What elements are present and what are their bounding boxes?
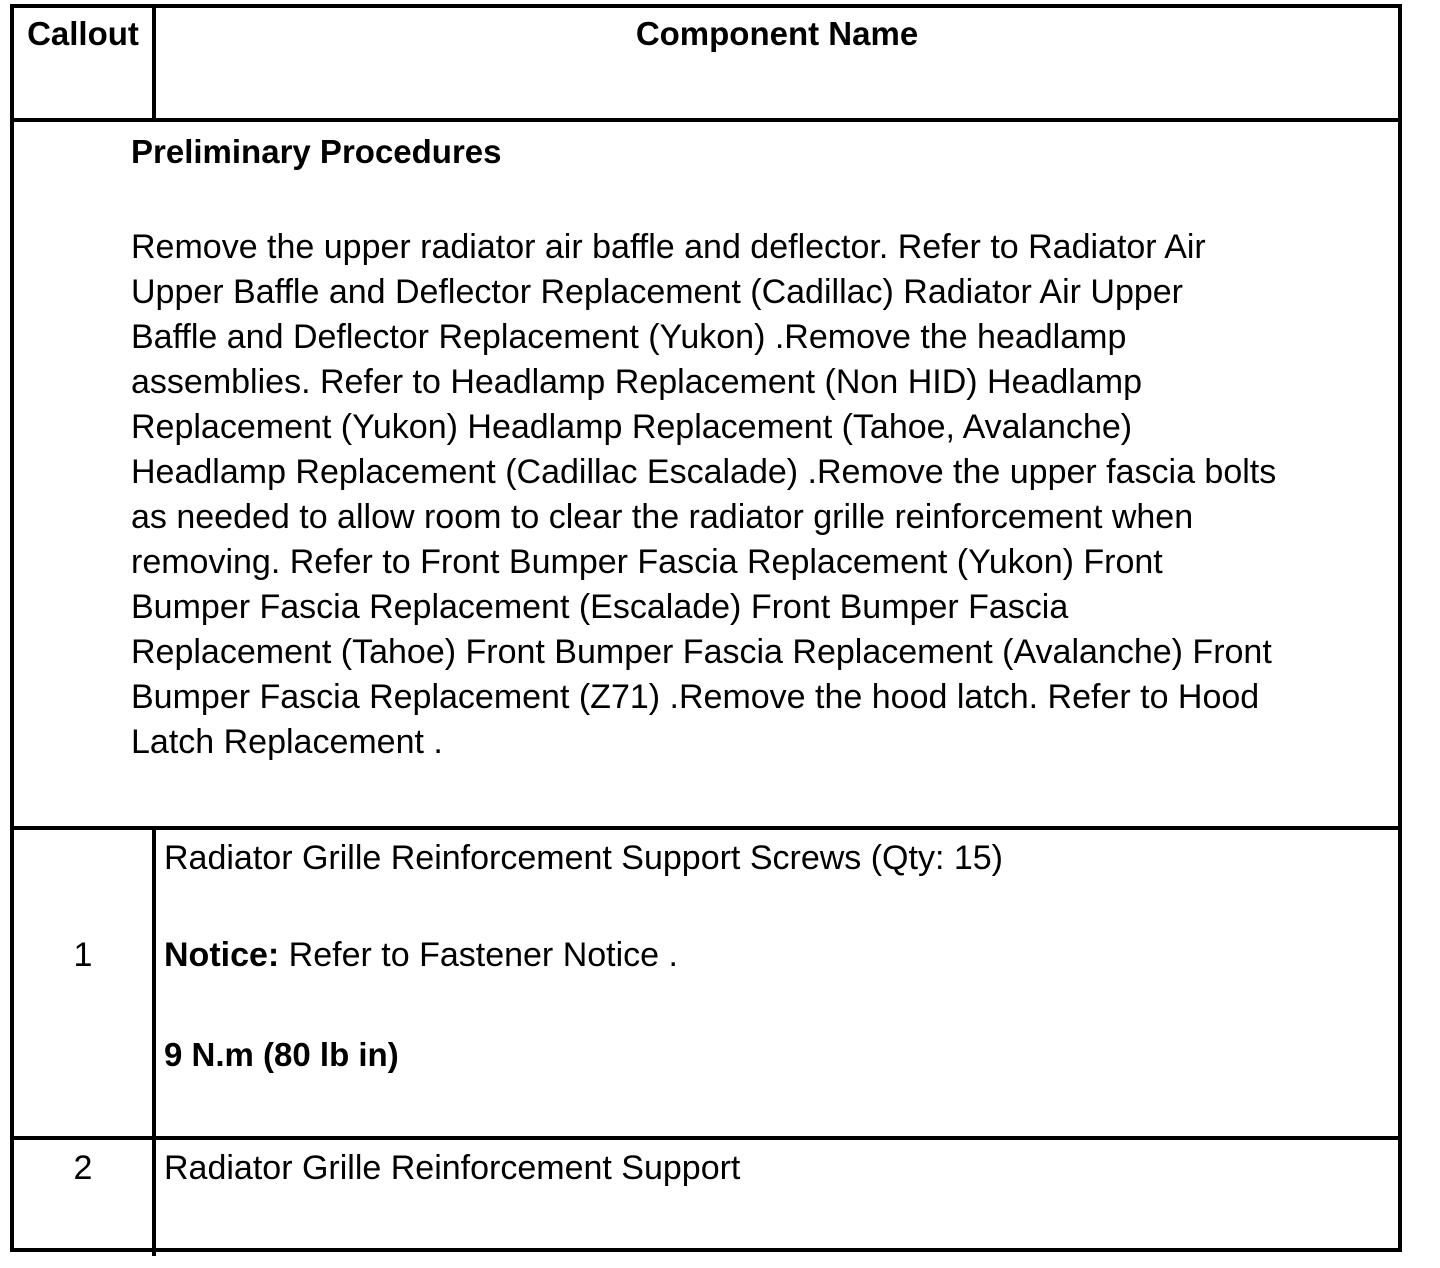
row-1-notice <box>164 933 678 978</box>
preliminary-line: as needed to allow room to clear the radiator grille reinforcement when <box>131 498 1194 536</box>
component-table <box>10 4 1402 1252</box>
preliminary-line: removing. Refer to Front Bumper Fascia Replacement (Yukon) Front <box>131 543 1163 581</box>
preliminary-body <box>131 225 1401 765</box>
row-1-divider <box>14 1136 1398 1140</box>
preliminary-line: Replacement (Yukon) Headlamp Replacement (Tahoe, Avalanche) <box>131 408 1133 446</box>
row-1-torque: 9 N.m (80 lb in) <box>164 1036 399 1073</box>
preliminary-title: Preliminary Procedures <box>131 133 502 170</box>
header-component-name: Component Name <box>635 15 919 52</box>
preliminary-divider <box>14 826 1398 830</box>
preliminary-line: Upper Baffle and Deflector Replacement (Cadillac) Radiator Air Upper <box>131 273 1183 311</box>
preliminary-line: Headlamp Replacement (Cadillac Escalade) .Remove the upper fascia bolts <box>131 453 1277 491</box>
preliminary-line: assemblies. Refer to Headlamp Replacement (Non HID) Headlamp <box>131 363 1142 401</box>
row-2-callout: 2 <box>73 1149 93 1187</box>
notice-label: Notice: <box>164 936 280 974</box>
header-callout: Callout <box>27 15 139 52</box>
preliminary-line: Bumper Fascia Replacement (Z71) .Remove the hood latch. Refer to Hood <box>131 678 1260 716</box>
preliminary-line: Baffle and Deflector Replacement (Yukon) .Remove the headlamp <box>131 318 1127 356</box>
row-1-callout: 1 <box>73 936 93 974</box>
notice-text: Refer to Fastener Notice . <box>279 936 678 974</box>
preliminary-line: Remove the upper radiator air baffle and deflector. Refer to Radiator Air <box>131 228 1206 266</box>
preliminary-line: Latch Replacement . <box>131 723 443 761</box>
row-1-component-name: Radiator Grille Reinforcement Support Screws (Qty: 15) <box>164 839 1003 877</box>
rows-column-divider <box>152 826 156 1256</box>
preliminary-line: Bumper Fascia Replacement (Escalade) Front Bumper Fascia <box>131 588 1069 626</box>
header-divider <box>14 118 1398 122</box>
preliminary-line: Replacement (Tahoe) Front Bumper Fascia Replacement (Avalanche) Front <box>131 633 1272 671</box>
row-2-component-name: Radiator Grille Reinforcement Support <box>164 1149 741 1187</box>
